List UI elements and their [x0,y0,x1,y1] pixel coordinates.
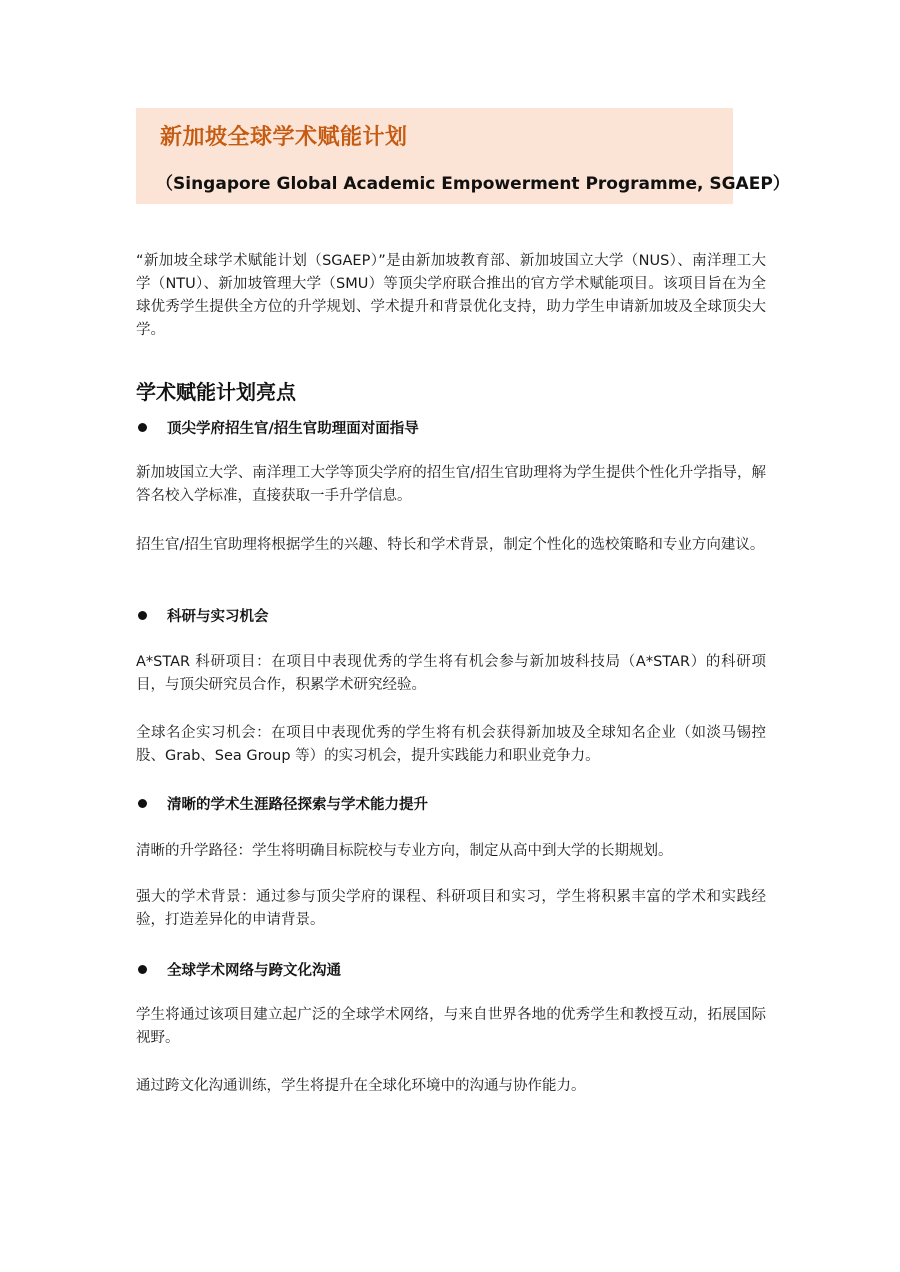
section-3-paragraph-2: 强大的学术背景：通过参与顶尖学府的课程、科研项目和实习，学生将积累丰富的学术和实践经验，打造差异化的申请背景。 [136,889,766,928]
section-3-title: 清晰的学术生涯路径探索与学术能力提升 [167,796,428,813]
section-4-title: 全球学术网络与跨文化沟通 [167,962,341,979]
section-3-paragraph-1: 清晰的升学路径：学生将明确目标院校与专业方向，制定从高中到大学的长期规划。 [136,843,673,859]
section-4-bullet [136,957,341,981]
section-1-bullet [136,415,419,439]
bullet-icon [138,423,147,432]
bullet-icon [138,799,147,808]
section-1-paragraph-2: 招生官/招生官助理将根据学生的兴趣、特长和学术背景，制定个性化的选校策略和专业方向建议。 [136,537,765,553]
section-1-paragraph-1: 新加坡国立大学、南洋理工大学等顶尖学府的招生官/招生官助理将为学生提供个性化升学指导，解答名校入学标准，直接获取一手升学信息。 [136,465,766,504]
section-1-title: 顶尖学府招生官/招生官助理面对面指导 [167,420,419,437]
bullet-icon [138,611,147,620]
section-4-paragraph-2: 通过跨文化沟通训练，学生将提升在全球化环境中的沟通与协作能力。 [136,1078,586,1094]
section-3-bullet [136,791,428,815]
section-2-title: 科研与实习机会 [167,608,269,625]
bullet-icon [138,965,147,974]
page-title: 新加坡全球学术赋能计划 [160,125,408,150]
section-4-paragraph-1: 学生将通过该项目建立起广泛的全球学术网络，与来自世界各地的优秀学生和教授互动，拓展国际视野。 [136,1007,766,1046]
section-2-paragraph-2: 全球名企实习机会：在项目中表现优秀的学生将有机会获得新加坡及全球知名企业（如淡马锡控股、Grab、Sea Group 等）的实习机会，提升实践能力和职业竞争力。 [136,725,766,764]
intro-paragraph: “新加坡全球学术赋能计划（SGAEP）”是由新加坡教育部、新加坡国立大学（NUS）、南洋理工大学（NTU）、新加坡管理大学（SMU）等顶尖学府联合推出的官方学术赋能项目。该项目旨在为全球优秀学生提供全方位的升学规划、学术提升和背景优化支持，助力学生申请新加坡及全球顶尖大学。 [136,253,766,338]
section-2-paragraph-1: A*STAR 科研项目：在项目中表现优秀的学生将有机会参与新加坡科技局（A*STAR）的科研项目，与顶尖研究员合作，积累学术研究经验。 [136,654,766,693]
section-2-bullet [136,603,269,627]
highlights-heading: 学术赋能计划亮点 [136,380,296,404]
title-banner [136,108,790,204]
page-subtitle: （Singapore Global Academic Empowerment Programme, SGAEP） [156,174,790,194]
